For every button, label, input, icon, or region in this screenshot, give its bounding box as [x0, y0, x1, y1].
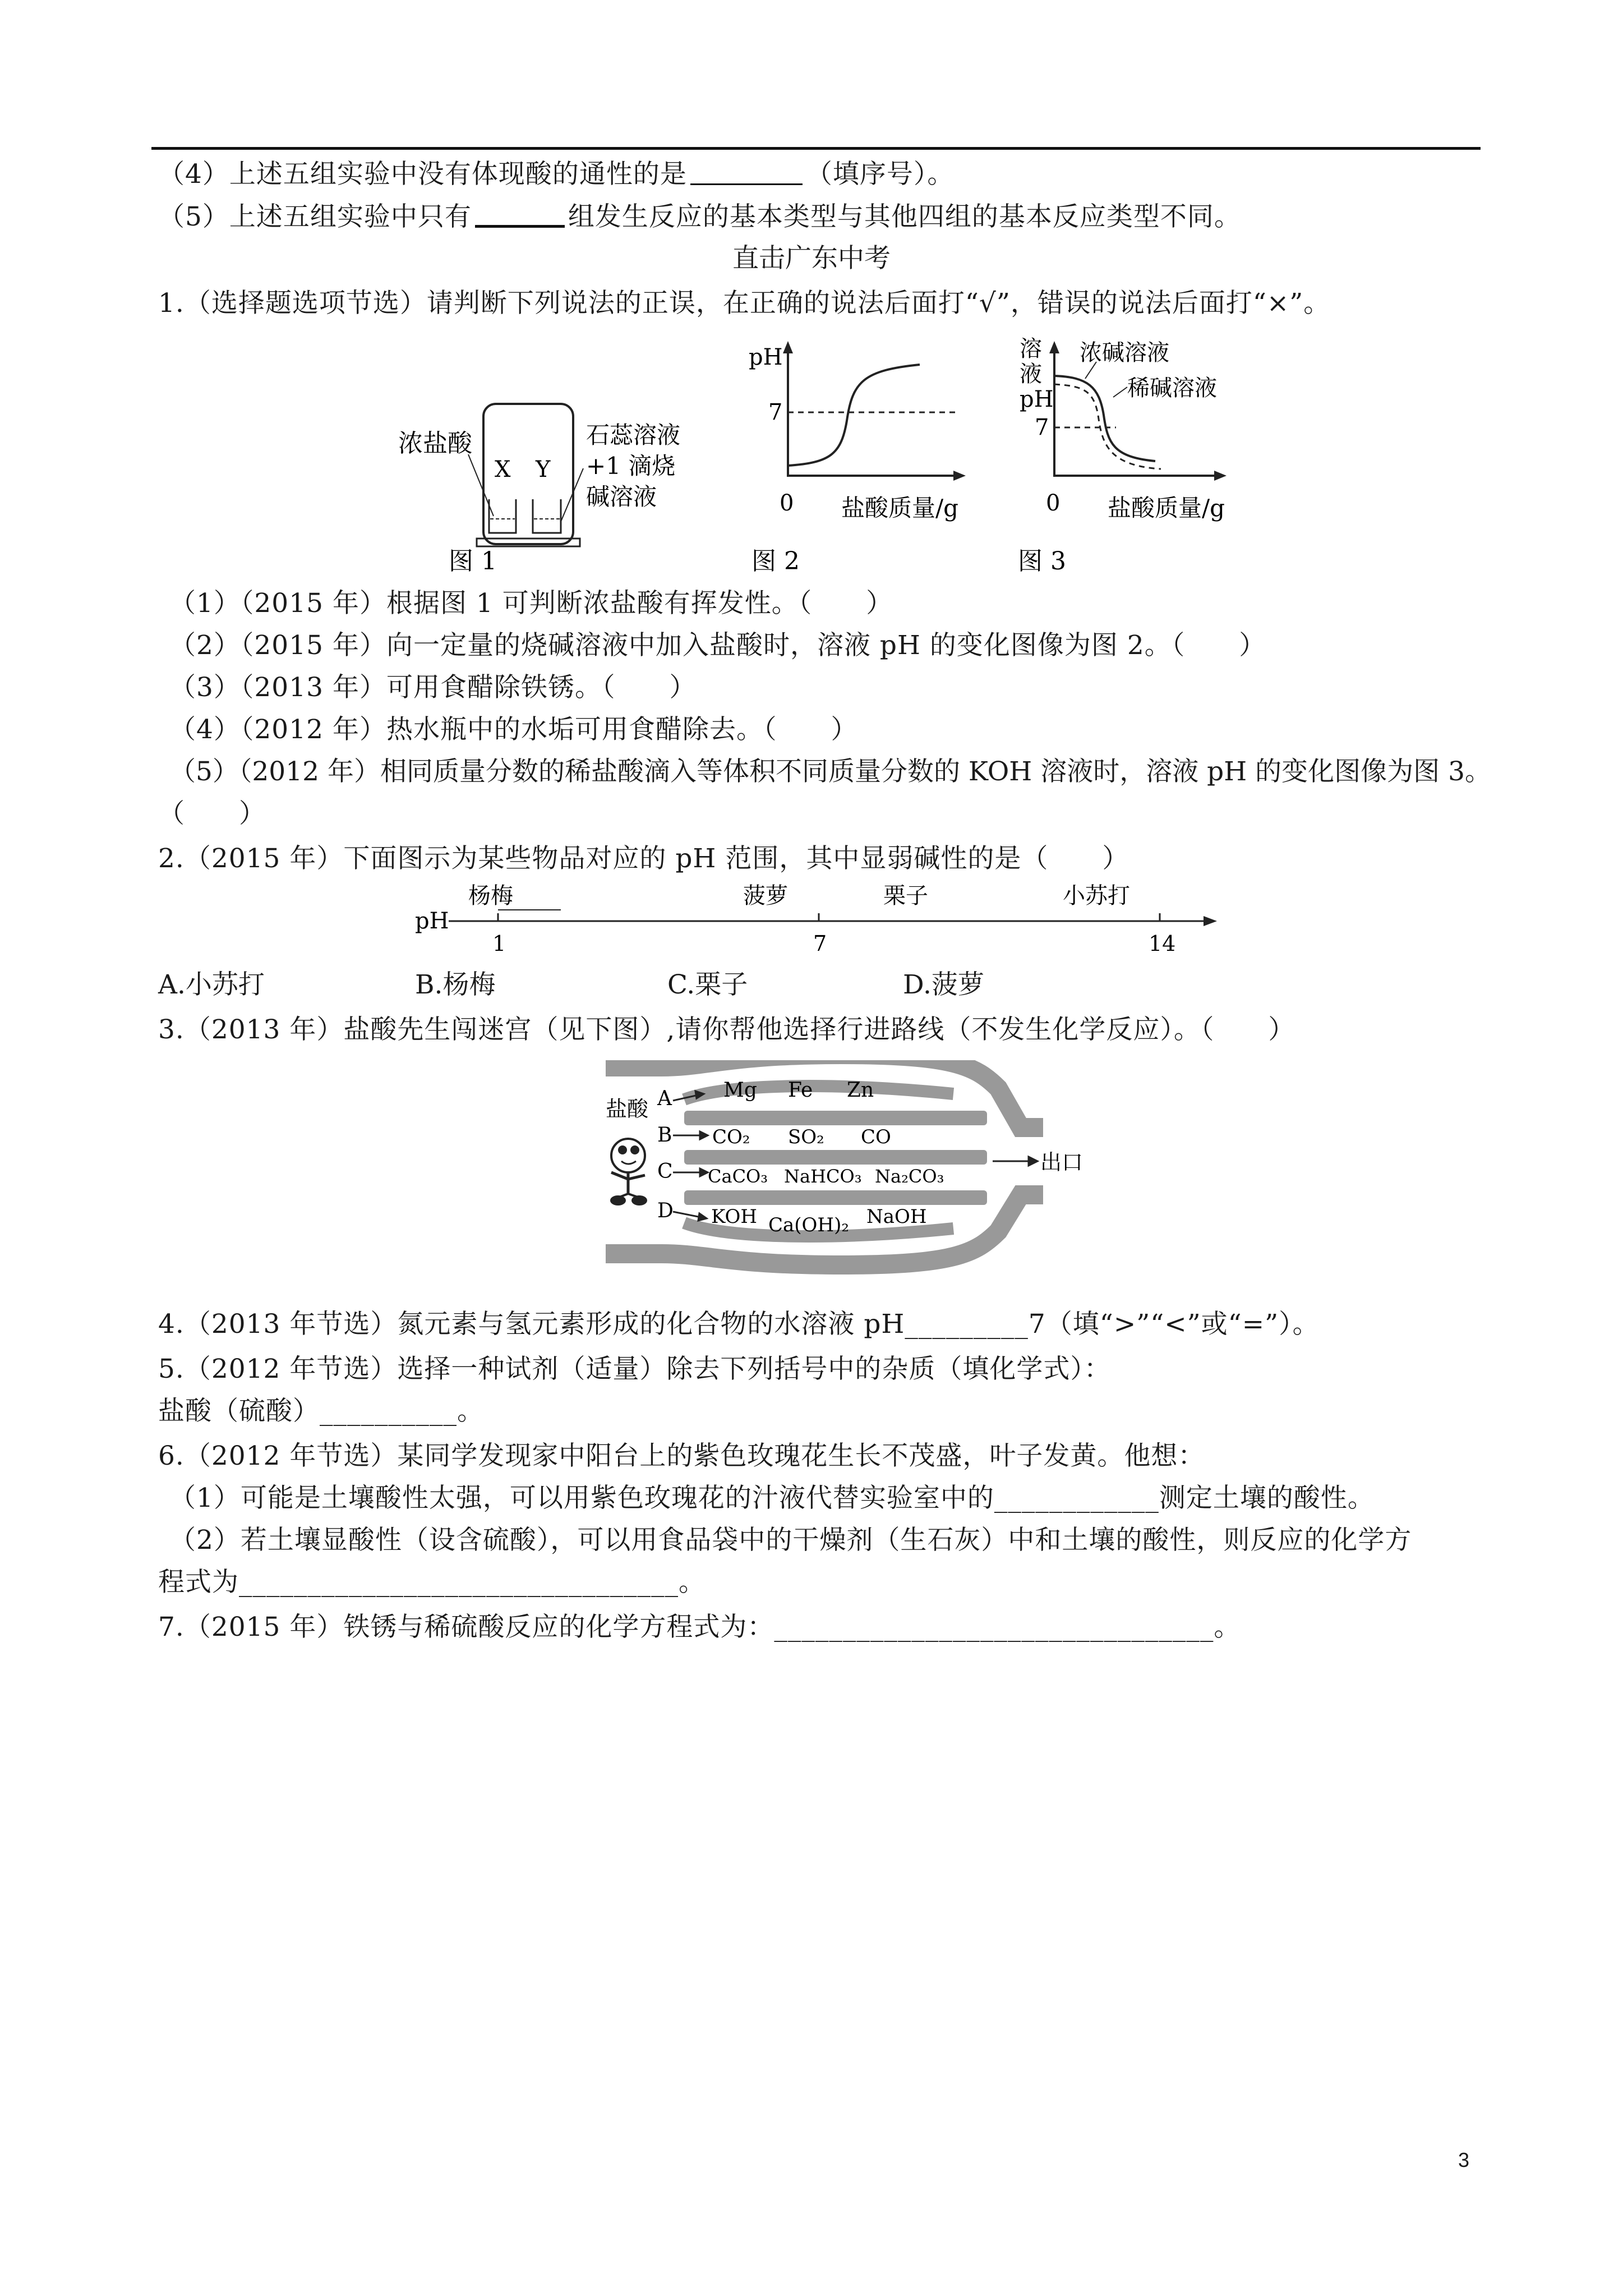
fig1-left-label: 浓盐酸 — [398, 429, 472, 458]
section-title: 直击广东中考 — [732, 243, 891, 274]
question-4-suffix: （填序号）。 — [805, 159, 955, 190]
fig3-series-2-label: 稀碱溶液 — [1127, 375, 1217, 401]
figure-3 — [1020, 336, 1227, 522]
maze-a-item-3: Zn — [847, 1079, 874, 1102]
fig1-right-label-1: 石蕊溶液 — [586, 421, 681, 449]
maze-c-item-2: NaHCO₃ — [784, 1166, 862, 1187]
ph-scale-label: pH — [415, 908, 449, 934]
problem-1-item-5: （5）（2012 年）相同质量分数的稀盐酸滴入等体积不同质量分数的 KOH 溶液时，溶液 pH 的变化图像为图 3。 — [169, 756, 1491, 787]
answer-blank — [475, 199, 565, 228]
problem-1-item-1: （1）（2015 年）根据图 1 可判断浓盐酸有挥发性。（ ） — [169, 588, 893, 619]
fig1-right-label-2: +1 滴烧 — [586, 452, 676, 480]
fig2-x-axis-label: 盐酸质量/g — [841, 494, 959, 522]
maze-c-item-3: Na₂CO₃ — [875, 1166, 944, 1187]
question-5-text: （5）上述五组实验中只有 — [158, 201, 472, 232]
maze-b-item-2: SO₂ — [788, 1126, 824, 1148]
answer-blank — [690, 158, 803, 185]
fig3-caption: 图 3 — [1018, 547, 1066, 576]
maze-a-item-1: Mg — [723, 1079, 757, 1102]
fig1-right-label-3: 碱溶液 — [586, 483, 657, 510]
maze-entrance-label: 盐酸 — [606, 1097, 649, 1121]
fig1-beaker-x: X — [495, 457, 511, 482]
fig2-y-axis-label: pH — [749, 344, 783, 370]
problem-6-item-2: （2）若土壤显酸性（设含硫酸），可以用食品袋中的干燥剂（生石灰）中和土壤的酸性，则反应的化学方 — [169, 1525, 1412, 1556]
page-number: 3 — [1458, 2148, 1470, 2171]
problem-1-item-5-brackets: （ ） — [158, 798, 266, 829]
maze-route-c-letter: C — [657, 1160, 673, 1183]
option-c: C.栗子 — [667, 969, 748, 1000]
fig2-caption: 图 2 — [751, 547, 800, 576]
ph-tick-1: 1 — [492, 931, 506, 956]
problem-1-item-2: （2）（2015 年）向一定量的烧碱溶液中加入盐酸时，溶液 pH 的变化图像为图 2。（ ） — [169, 630, 1266, 661]
fig2-origin: 0 — [780, 490, 794, 516]
ph-item-yangmei: 杨梅 — [468, 883, 513, 909]
problem-1-item-4: （4）（2012 年）热水瓶中的水垢可用食醋除去。（ ） — [169, 714, 858, 745]
option-a: A.小苏打 — [158, 969, 265, 1000]
problem-7: 7.（2015 年）铁锈与稀硫酸反应的化学方程式为：________________________________。 — [158, 1612, 1241, 1642]
problem-2-stem: 2.（2015 年）下面图示为某些物品对应的 pH 范围，其中显弱碱性的是（ ） — [158, 843, 1129, 874]
question-5-suffix: 组发生反应的基本类型与其他四组的基本反应类型不同。 — [568, 201, 1241, 232]
option-d: D.菠萝 — [903, 969, 984, 1000]
maze-route-b-letter: B — [657, 1124, 672, 1147]
option-b: B.杨梅 — [415, 969, 496, 1000]
acid-character-icon — [610, 1139, 647, 1205]
maze-d-item-2: Ca(OH)₂ — [768, 1214, 849, 1236]
fig3-origin: 0 — [1046, 490, 1061, 516]
fig3-x-axis-label: 盐酸质量/g — [1108, 494, 1225, 522]
maze-b-item-3: CO — [861, 1126, 891, 1148]
maze-route-a-letter: A — [657, 1087, 672, 1110]
problem-5-item: 盐酸（硫酸）__________。 — [158, 1396, 484, 1427]
fig3-y-axis-label-3: pH — [1020, 386, 1054, 412]
maze-figure — [0, 1060, 1623, 1285]
fig1-beaker-y: Y — [536, 457, 551, 482]
fig3-y-axis-label-2: 液 — [1020, 361, 1042, 387]
fig3-y-axis-label-1: 溶 — [1020, 336, 1042, 362]
problem-1-item-3: （3）（2013 年）可用食醋除铁锈。（ ） — [169, 672, 697, 703]
question-5-line — [158, 199, 1241, 234]
maze-c-item-1: CaCO₃ — [708, 1166, 768, 1187]
problem-1-stem: 1.（选择题选项节选）请判断下列说法的正误，在正确的说法后面打“√”，错误的说法后面打“×”。 — [158, 288, 1331, 319]
maze-d-item-3: NaOH — [866, 1205, 927, 1228]
fig3-y-tick: 7 — [1035, 415, 1049, 440]
problem-6-stem: 6.（2012 年节选）某同学发现家中阳台上的紫色玫瑰花生长不茂盛，叶子发黄。他想： — [158, 1441, 1205, 1471]
question-4-text: （4）上述五组实验中没有体现酸的通性的是 — [158, 159, 687, 190]
maze-a-item-2: Fe — [788, 1079, 813, 1102]
figure-2 — [749, 341, 966, 522]
ph-item-pineapple: 菠萝 — [743, 883, 788, 909]
problem-5-stem: 5.（2012 年节选）选择一种试剂（适量）除去下列括号中的杂质（填化学式）： — [158, 1354, 1111, 1384]
fig2-y-tick: 7 — [768, 399, 783, 425]
problem-4: 4.（2013 年节选）氮元素与氢元素形成的化合物的水溶液 pH_________7（填“>”“<”或“=”）。 — [158, 1309, 1320, 1340]
ph-tick-7: 7 — [813, 931, 827, 956]
problem-3-stem: 3.（2013 年）盐酸先生闯迷宫（见下图）,请你帮他选择行进路线（不发生化学反应）。（ ） — [158, 1014, 1295, 1045]
fig3-series-1-label: 浓碱溶液 — [1080, 340, 1169, 366]
header-rule — [151, 147, 1481, 150]
problem-6-item-2-cont: 程式为________________________________。 — [158, 1567, 706, 1598]
ph-scale-figure — [0, 881, 1623, 965]
maze-exit-label: 出口 — [1040, 1150, 1083, 1175]
figure-1 — [398, 404, 680, 546]
maze-b-item-1: CO₂ — [712, 1126, 750, 1148]
figure-row — [0, 331, 1623, 578]
fig1-caption: 图 1 — [449, 547, 497, 576]
maze-d-item-1: KOH — [711, 1205, 758, 1228]
question-4-line — [158, 157, 954, 192]
ph-item-chestnut: 栗子 — [883, 883, 928, 909]
problem-6-item-1: （1）可能是土壤酸性太强，可以用紫色玫瑰花的汁液代替实验室中的____________测定土壤的酸性。 — [169, 1483, 1375, 1513]
ph-tick-14: 14 — [1149, 931, 1176, 956]
maze-route-d-letter: D — [657, 1199, 674, 1222]
ph-item-baking-soda: 小苏打 — [1063, 883, 1130, 909]
